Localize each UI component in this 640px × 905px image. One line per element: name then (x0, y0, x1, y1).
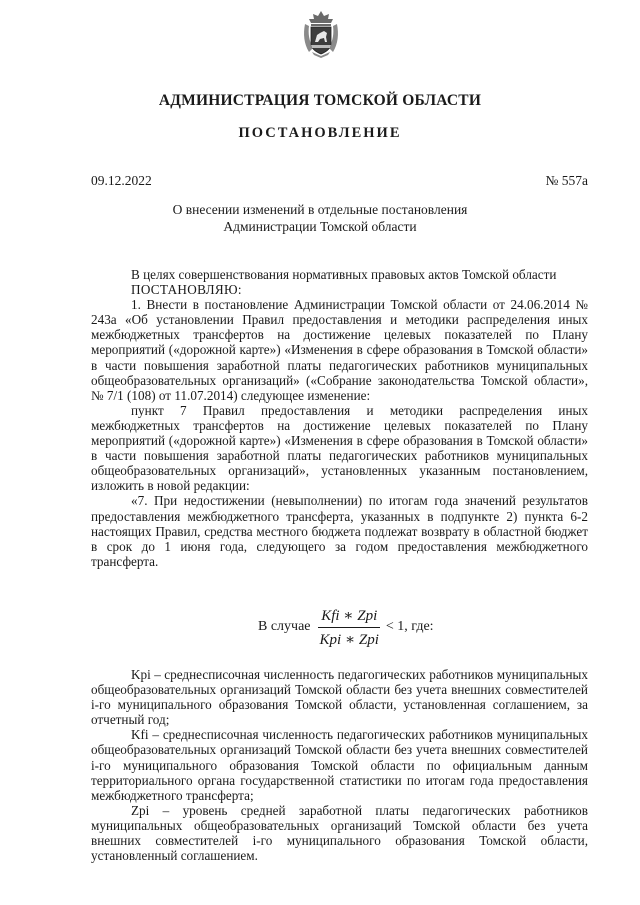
document-number: № 557а (545, 173, 588, 188)
definitions (91, 667, 588, 863)
tomsk-coat-of-arms-icon (302, 10, 340, 58)
formula-suffix: < 1, где: (385, 619, 434, 634)
item-1-text-paragraph: пункт 7 Правил предоставления и методики распределения иных межбюджетных трансфертов на достижение целевых показателей по Плану мероприятий («дорожной карте») «Изменения в сфере образования в Томской области» в части повышения заработной платы педагогических работников муниципальных общеобразовательных организаций», установленных указанным постановлением, изложить в новой редакции: (91, 402, 588, 494)
item-7-paragraph: «7. При недостижении (невыполнении) по итогам года значений результатов предоставления межбюджетного трансферта, указанных в подпункте 2) пункта 6-2 настоящих Правил, средства местного бюджета подлежат возврату в областной бюджет в срок до 1 июня года, следующего за годом предоставления межбюджетного трансферта. (91, 493, 588, 569)
formula-numerator: Kfi ∗ Zpi (318, 606, 380, 628)
formula-fraction (317, 606, 382, 649)
decree-paragraph: ПОСТАНОВЛЯЮ: (131, 282, 242, 298)
definition-kfi: Kfi – среднесписочная численность педагогических работников муниципальных общеобразовательных организаций Томской области без учета внешних совместителей i-го муниципального образования Томской области по официальным данным территориального органа государственной статистики по итогам года предоставления межбюджетного трансферта; (91, 727, 588, 803)
formula (258, 604, 434, 650)
definition-kpi: Kpi – среднесписочная численность педагогических работников муниципальных общеобразовательных организаций Томской области без учета внешних совместителей i-го муниципального образования Томской области, установленная соглашением, за отчетный год; (91, 667, 588, 728)
subject-line-1: О внесении изменений в отдельные постановления (172, 202, 468, 217)
formula-prefix: В случае (258, 619, 311, 634)
document-type: ПОСТАНОВЛЕНИЕ (238, 125, 402, 141)
subject-line-2: Администрации Томской области (223, 218, 417, 234)
document-body (91, 267, 588, 569)
document-subject (0, 202, 640, 235)
definition-zpi: Zpi – уровень средней заработной платы педагогических работников муниципальных общеобразовательных организаций Томской области без учета внешних совместителей i-го муниципального образования Томской области, установленный соглашением. (91, 802, 588, 864)
formula-denominator: Kpi ∗ Zpi (319, 631, 379, 648)
intro-paragraph: В целях совершенствования нормативных правовых актов Томской области (131, 267, 557, 282)
item-1-paragraph: 1. Внести в постановление Администрации Томской области от 24.06.2014 № 243а «Об установлении Правил предоставления и методики распределения иных межбюджетных трансфертов на достижение целевых показателей по Плану мероприятий («дорожной карте») «Изменения в сфере образования в Томской области» в части повышения заработной платы педагогических работников муниципальных общеобразовательных организаций» («Собрание законодательства Томской области», № 7/1 (108) от 11.07.2014) следующее изменение: (91, 297, 588, 403)
document-date: 09.12.2022 (91, 173, 152, 188)
organization-title: АДМИНИСТРАЦИЯ ТОМСКОЙ ОБЛАСТИ (158, 92, 482, 109)
